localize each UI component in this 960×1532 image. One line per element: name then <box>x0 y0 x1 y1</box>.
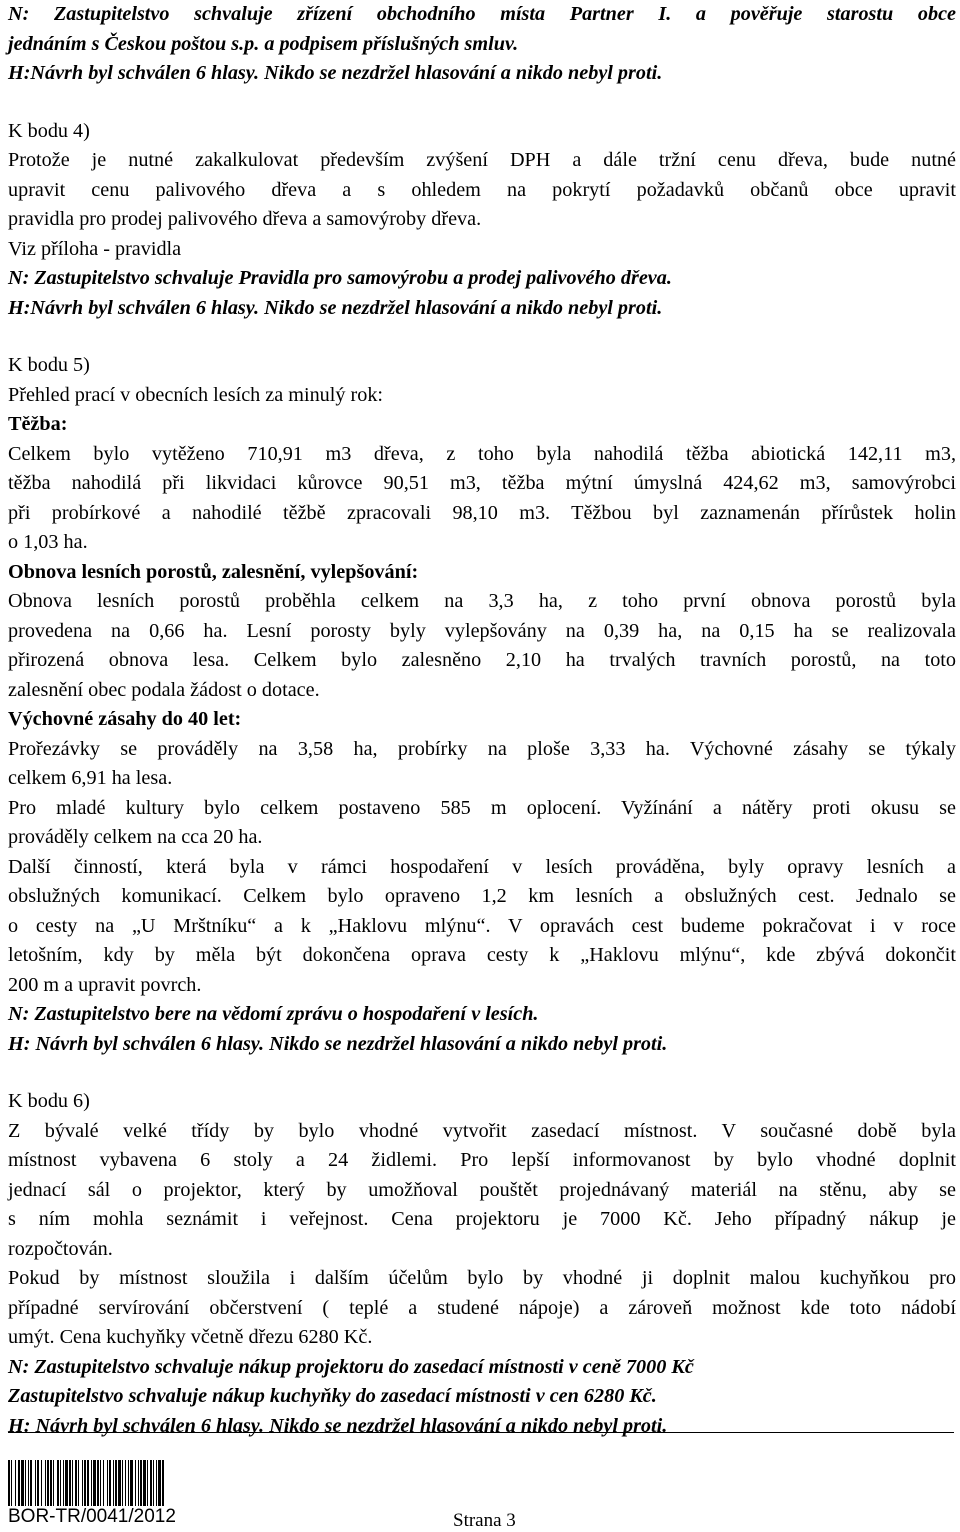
harvest-line: těžba nahodilá při likvidaci kůrovce 90,51 m3, těžba mýtní úmyslná 424,62 m3, samovýrobci <box>8 472 956 494</box>
roads-line: letošním, kdy by měla být dokončena oprava cesty k „Haklovu mlýnu“, kde zbývá dokončit <box>8 944 956 966</box>
item-5-vote: H: Návrh byl schválen 6 hlasy. Nikdo se nezdržel hlasování a nikdo nebyl proti. <box>8 1032 668 1055</box>
tending-title: Výchovné zásahy do 40 let: <box>8 708 242 730</box>
roads-line: obslužných komunikací. Celkem bylo opraveno 1,2 km lesních a obslužných cest. Jednalo se <box>8 885 956 907</box>
harvest-title: Těžba: <box>8 413 68 435</box>
item-6-vote: H: Návrh byl schválen 6 hlasy. Nikdo se nezdržel hlasování a nikdo nebyl proti. <box>8 1414 668 1437</box>
renewal-line: přirozená obnova lesa. Celkem bylo zalesněno 2,10 ha trvalých travních porostů, na toto <box>8 649 956 671</box>
intro-line-1: N: Zastupitelstvo schvaluje zřízení obchodního místa Partner I. a pověřuje starostu obce <box>8 3 956 25</box>
item-4-attachment: Viz příloha - pravidla <box>8 237 182 260</box>
item-4-vote: H:Návrh byl schválen 6 hlasy. Nikdo se nezdržel hlasování a nikdo nebyl proti. <box>8 296 663 319</box>
item-6-heading: K bodu 6) <box>8 1090 90 1112</box>
item-5-intro: Přehled prací v obecních lesích za minulý rok: <box>8 383 384 406</box>
footer-divider <box>8 1432 954 1433</box>
spacer <box>8 89 956 117</box>
harvest-line: při probírkové a nahodilé těžbě zpracovali 98,10 m3. Těžbou byl zaznamenán přírůstek holin <box>8 501 956 524</box>
item-5-heading: K bodu 5) <box>8 354 90 376</box>
item-6-body-line: místnost vybavena 6 stoly a 24 židlemi. Pro lepší informovanost by bylo vhodné doplnit <box>8 1149 956 1171</box>
item-4-body-line: Protože je nutné zakalkulovat především zvýšení DPH a dále tržní cenu dřeva, bude nutné <box>8 149 956 171</box>
item-6-resolution-kitchen: Zastupitelstvo schvaluje nákup kuchyňky do zasedací místnosti v cen 6280 Kč. <box>8 1385 657 1407</box>
spacer <box>8 323 956 351</box>
renewal-title: Obnova lesních porostů, zalesnění, vylepšování: <box>8 560 419 583</box>
kitchen-line: umýt. Cena kuchyňky včetně dřezu 6280 Kč. <box>8 1326 373 1348</box>
page-number: Strana 3 <box>453 1510 516 1531</box>
roads-line: o cesty na „U Mrštníku“ a k „Haklovu mlýnu“. V opravách cest budeme pokračovat i v roce <box>8 914 956 937</box>
item-4-body-line: pravidla pro prodej palivového dřeva a samovýroby dřeva. <box>8 208 482 230</box>
item-6-body-line: Z bývalé velké třídy by bylo vhodné vytvořit zasedací místnost. V současné době byla <box>8 1119 956 1142</box>
harvest-line: o 1,03 ha. <box>8 531 88 553</box>
document-page <box>8 0 956 1441</box>
item-6-section <box>8 1087 956 1441</box>
intro-line-2: jednáním s Českou poštou s.p. a podpisem příslušných smluv. <box>8 32 519 55</box>
intro-vote: H:Návrh byl schválen 6 hlasy. Nikdo se nezdržel hlasování a nikdo nebyl proti. <box>8 62 663 84</box>
item-4-resolution: N: Zastupitelstvo schvaluje Pravidla pro samovýrobu a prodej palivového dřeva. <box>8 267 672 289</box>
item-6-body-line: jednací sál o projektor, který by umožňoval pouštět projednávaný materiál na stěnu, aby se <box>8 1178 956 1201</box>
renewal-line: zalesnění obec podala žádost o dotace. <box>8 678 320 701</box>
item-4-heading: K bodu 4) <box>8 119 90 142</box>
item-6-body-line: rozpočtován. <box>8 1237 113 1260</box>
kitchen-line: Pokud by místnost sloužila i dalším účelům bylo by vhodné ji doplnit malou kuchyňkou pro <box>8 1267 956 1289</box>
renewal-line: provedena na 0,66 ha. Lesní porosty byly vylepšovány na 0,39 ha, na 0,15 ha se realizovala <box>8 619 956 642</box>
document-id: BOR-TR/0041/2012 <box>8 1506 176 1527</box>
intro-resolution <box>8 0 956 89</box>
tending-line: celkem 6,91 ha lesa. <box>8 767 173 789</box>
roads-line: 200 m a upravit povrch. <box>8 973 202 996</box>
harvest-line: Celkem bylo vytěženo 710,91 m3 dřeva, z toho byla nahodilá těžba abiotická 142,11 m3, <box>8 442 956 465</box>
spacer <box>8 1059 956 1087</box>
kitchen-line: případné servírování občerstvení ( teplé a studené nápoje) a zároveň možnost kde toto nádobí <box>8 1296 956 1319</box>
young-crops-line: Pro mladé kultury bylo celkem postaveno 585 m oplocení. Vyžínání a nátěry proti okusu se <box>8 796 956 819</box>
roads-line: Další činností, která byla v rámci hospodaření v lesích prováděna, byly opravy lesních a <box>8 855 956 878</box>
item-5-resolution: N: Zastupitelstvo bere na vědomí zprávu o hospodaření v lesích. <box>8 1003 539 1025</box>
item-6-resolution-projector: N: Zastupitelstvo schvaluje nákup projektoru do zasedací místnosti v ceně 7000 Kč <box>8 1355 694 1378</box>
young-crops-line: prováděly celkem na cca 20 ha. <box>8 826 263 848</box>
item-4-section <box>8 117 956 324</box>
item-6-body-line: s ním mohla seznámit i veřejnost. Cena projektoru je 7000 Kč. Jeho případný nákup je <box>8 1208 956 1230</box>
item-5-section <box>8 351 956 1059</box>
item-4-body-line: upravit cenu palivového dřeva a s ohledem na pokrytí požadavků občanů obce upravit <box>8 178 956 201</box>
tending-line: Prořezávky se prováděly na 3,58 ha, probírky na ploše 3,33 ha. Výchovné zásahy se týkaly <box>8 737 956 760</box>
renewal-line: Obnova lesních porostů proběhla celkem na 3,3 ha, z toho první obnova porostů byla <box>8 590 956 612</box>
